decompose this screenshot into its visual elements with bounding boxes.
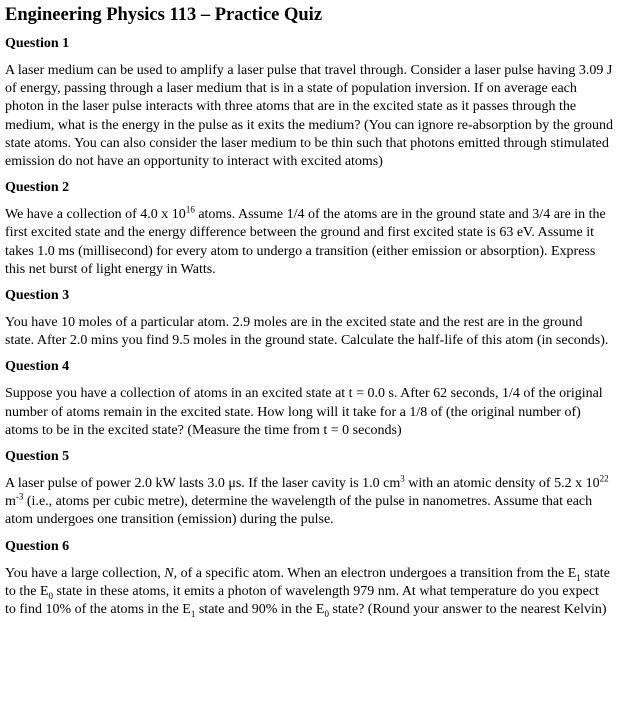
question-heading: Question 1 xyxy=(5,36,70,51)
question-block xyxy=(5,359,613,440)
question-text-segment: We have a collection of 4.0 x 10 xyxy=(5,207,186,223)
question-text xyxy=(5,314,613,350)
question-text-segment: -3 xyxy=(15,491,24,502)
question-text-segment: state and 90% in the E xyxy=(195,602,325,618)
question-text-segment: state? (Round your answer to the nearest Kelvin) xyxy=(328,602,607,618)
question-block xyxy=(5,449,613,530)
question-block xyxy=(5,288,613,350)
question-text-segment: A laser pulse of power 2.0 kW lasts 3.0 μs. If the laser cavity is 1.0 cm xyxy=(5,476,401,492)
question-text-segment: 22 xyxy=(599,473,609,484)
question-text xyxy=(5,475,613,530)
question-text-segment: , of a specific atom. When an electron undergoes a transition from the E xyxy=(173,565,577,581)
question-text xyxy=(5,385,613,440)
question-text-segment: 3 xyxy=(400,473,405,484)
question-text-segment: 1 xyxy=(190,608,196,619)
question-block xyxy=(5,36,613,171)
question-text-segment: state to the E xyxy=(5,565,610,599)
question-text-segment: You have a large collection, xyxy=(5,565,165,581)
question-text-segment: (i.e., atoms per cubic metre), determine the wavelength of the pulse in nanometres. Assume that each atom undergoes one transition (emission) during the pulse. xyxy=(5,494,593,528)
question-heading: Question 6 xyxy=(5,538,70,554)
question-text-segment: You have 10 moles of a particular atom. 2.9 moles are in the excited state and the rest are in the ground state. After 2.0 mins you find 9.5 moles in the ground state. Calculate the half-life of this atom (in seconds). xyxy=(5,315,609,349)
question-heading: Question 2 xyxy=(5,180,70,196)
question-text xyxy=(5,206,613,279)
question-text-segment: with an atomic density of 5.2 x 10 xyxy=(404,476,600,492)
question-block xyxy=(5,539,613,620)
question-text-segment: 1 xyxy=(576,572,581,583)
question-text-segment: m xyxy=(5,494,16,510)
question-text-segment: N xyxy=(164,565,174,581)
question-text-segment: 0 xyxy=(324,608,329,619)
question-list xyxy=(5,36,613,619)
question-text-segment: 16 xyxy=(185,204,195,215)
question-heading: Question 5 xyxy=(5,449,70,465)
question-block xyxy=(5,180,613,279)
question-text-segment: 0 xyxy=(48,590,54,601)
question-text-segment: Suppose you have a collection of atoms in an excited state at t = 0.0 s. After 62 seconds, 1/4 of the original number of atoms remain in the excited state. How long will it take for a 1/8 of (the original number of) atoms to be in the excited state? (Measure the time from t = 0 seconds) xyxy=(5,386,603,438)
question-heading: Question 4 xyxy=(5,359,70,375)
question-text-segment: A laser medium can be used to amplify a laser pulse that travel through. Consider a laser pulse having 3.09 J of energy, passing through a laser medium that is in a state of population inversion. If on average each photon in the laser pulse interacts with three atoms that are in the excited state as it passes through the medium, what is the energy in the pulse as it exits the medium? (You can ignore re-absorption by the ground state atoms. You can also consider the laser medium to be thin such that photons emitted through stimulated emission do not have an opportunity to interact with excited atoms) xyxy=(5,63,613,170)
question-text xyxy=(5,565,613,620)
question-text-segment: atoms. Assume 1/4 of the atoms are in the ground state and 3/4 are in the first excited state and the energy difference between the ground and first excited state is 63 eV. Assume it takes 1.0 ms (millisecond) for every atom to undergo a transition (either emission or absorption). Express this net burst of light energy in Watts. xyxy=(5,207,606,277)
question-text xyxy=(5,62,613,171)
question-heading: Question 3 xyxy=(5,288,70,304)
page-title: Engineering Physics 113 – Practice Quiz xyxy=(5,5,323,25)
question-text-segment: state in these atoms, it emits a photon of wavelength 979 nm. At what temperature do you expect to find 10% of the atoms in the E xyxy=(5,583,599,618)
